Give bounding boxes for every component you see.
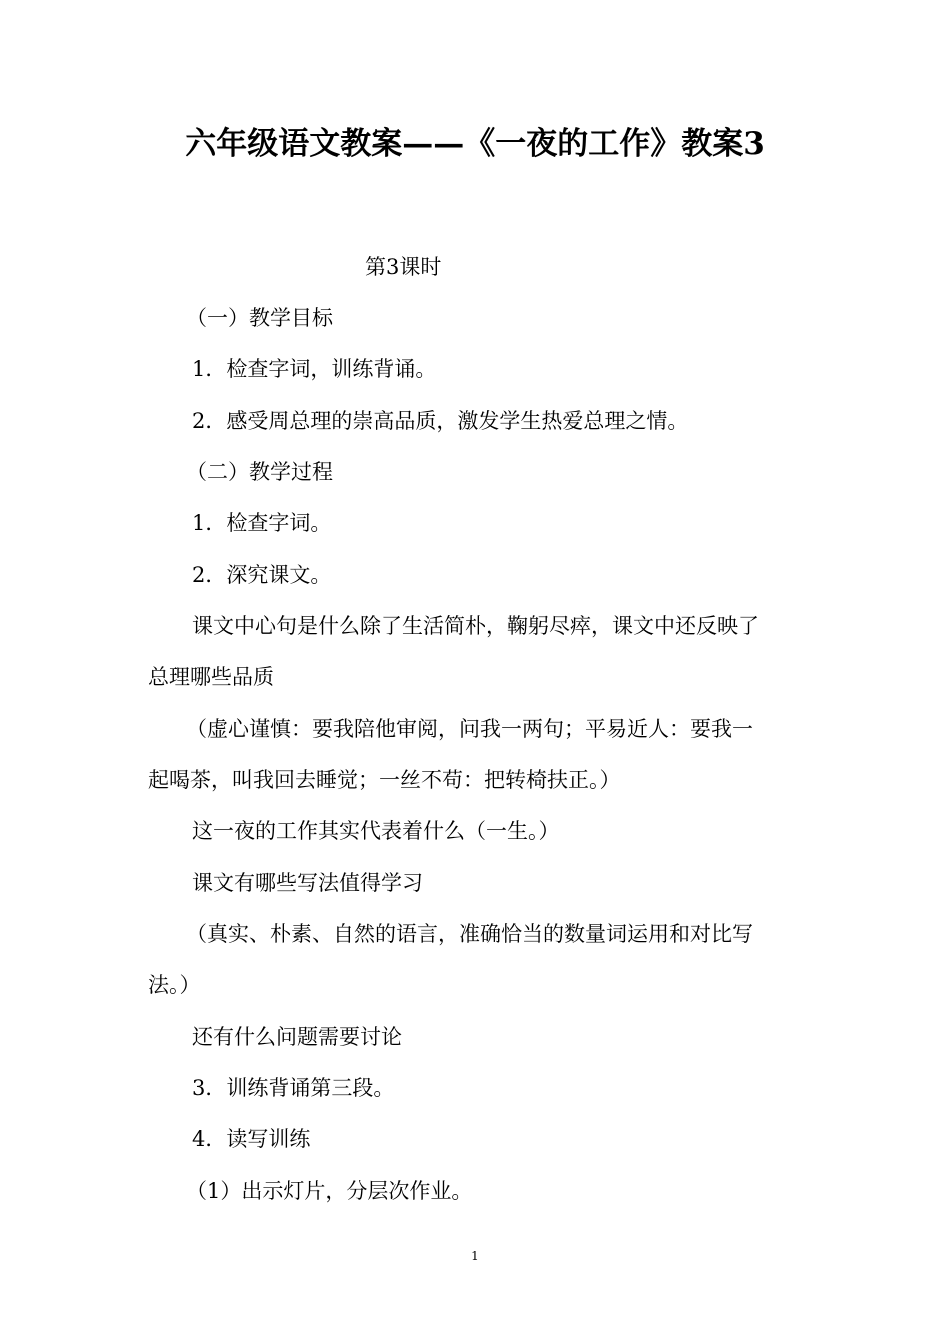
paragraph-line: 2．感受周总理的崇高品质，激发学生热爱总理之情。 <box>192 409 689 433</box>
lesson-heading: 第3课时 <box>365 255 442 279</box>
document-title: 六年级语文教案——《一夜的工作》教案3 <box>185 126 765 162</box>
paragraph-line: 还有什么问题需要讨论 <box>192 1025 402 1049</box>
section-heading-process: （二）教学过程 <box>186 460 333 484</box>
page-number: 1 <box>471 1249 479 1263</box>
paragraph-line: 1．检查字词。 <box>192 511 332 535</box>
paragraph-line: 3．训练背诵第三段。 <box>192 1076 395 1100</box>
paragraph-line: （真实、朴素、自然的语言，准确恰当的数量词运用和对比写 <box>186 922 753 946</box>
section-heading-objectives: （一）教学目标 <box>186 306 333 330</box>
paragraph-line: （虚心谨慎：要我陪他审阅，问我一两句；平易近人：要我一 <box>186 717 753 741</box>
paragraph-line: 4．读写训练 <box>192 1127 311 1151</box>
paragraph-line: 法。） <box>148 973 201 997</box>
paragraph-line: 课文中心句是什么除了生活简朴，鞠躬尽瘁，课文中还反映了 <box>192 614 759 638</box>
paragraph-line: （1）出示灯片，分层次作业。 <box>186 1179 473 1203</box>
paragraph-line: 课文有哪些写法值得学习 <box>192 871 423 895</box>
paragraph-line: 2．深究课文。 <box>192 563 332 587</box>
paragraph-line: 起喝茶，叫我回去睡觉；一丝不苟：把转椅扶正。） <box>148 768 621 792</box>
paragraph-line: 1．检查字词，训练背诵。 <box>192 357 437 381</box>
paragraph-line: 这一夜的工作其实代表着什么（一生。） <box>192 819 560 843</box>
paragraph-line: 总理哪些品质 <box>148 665 274 689</box>
